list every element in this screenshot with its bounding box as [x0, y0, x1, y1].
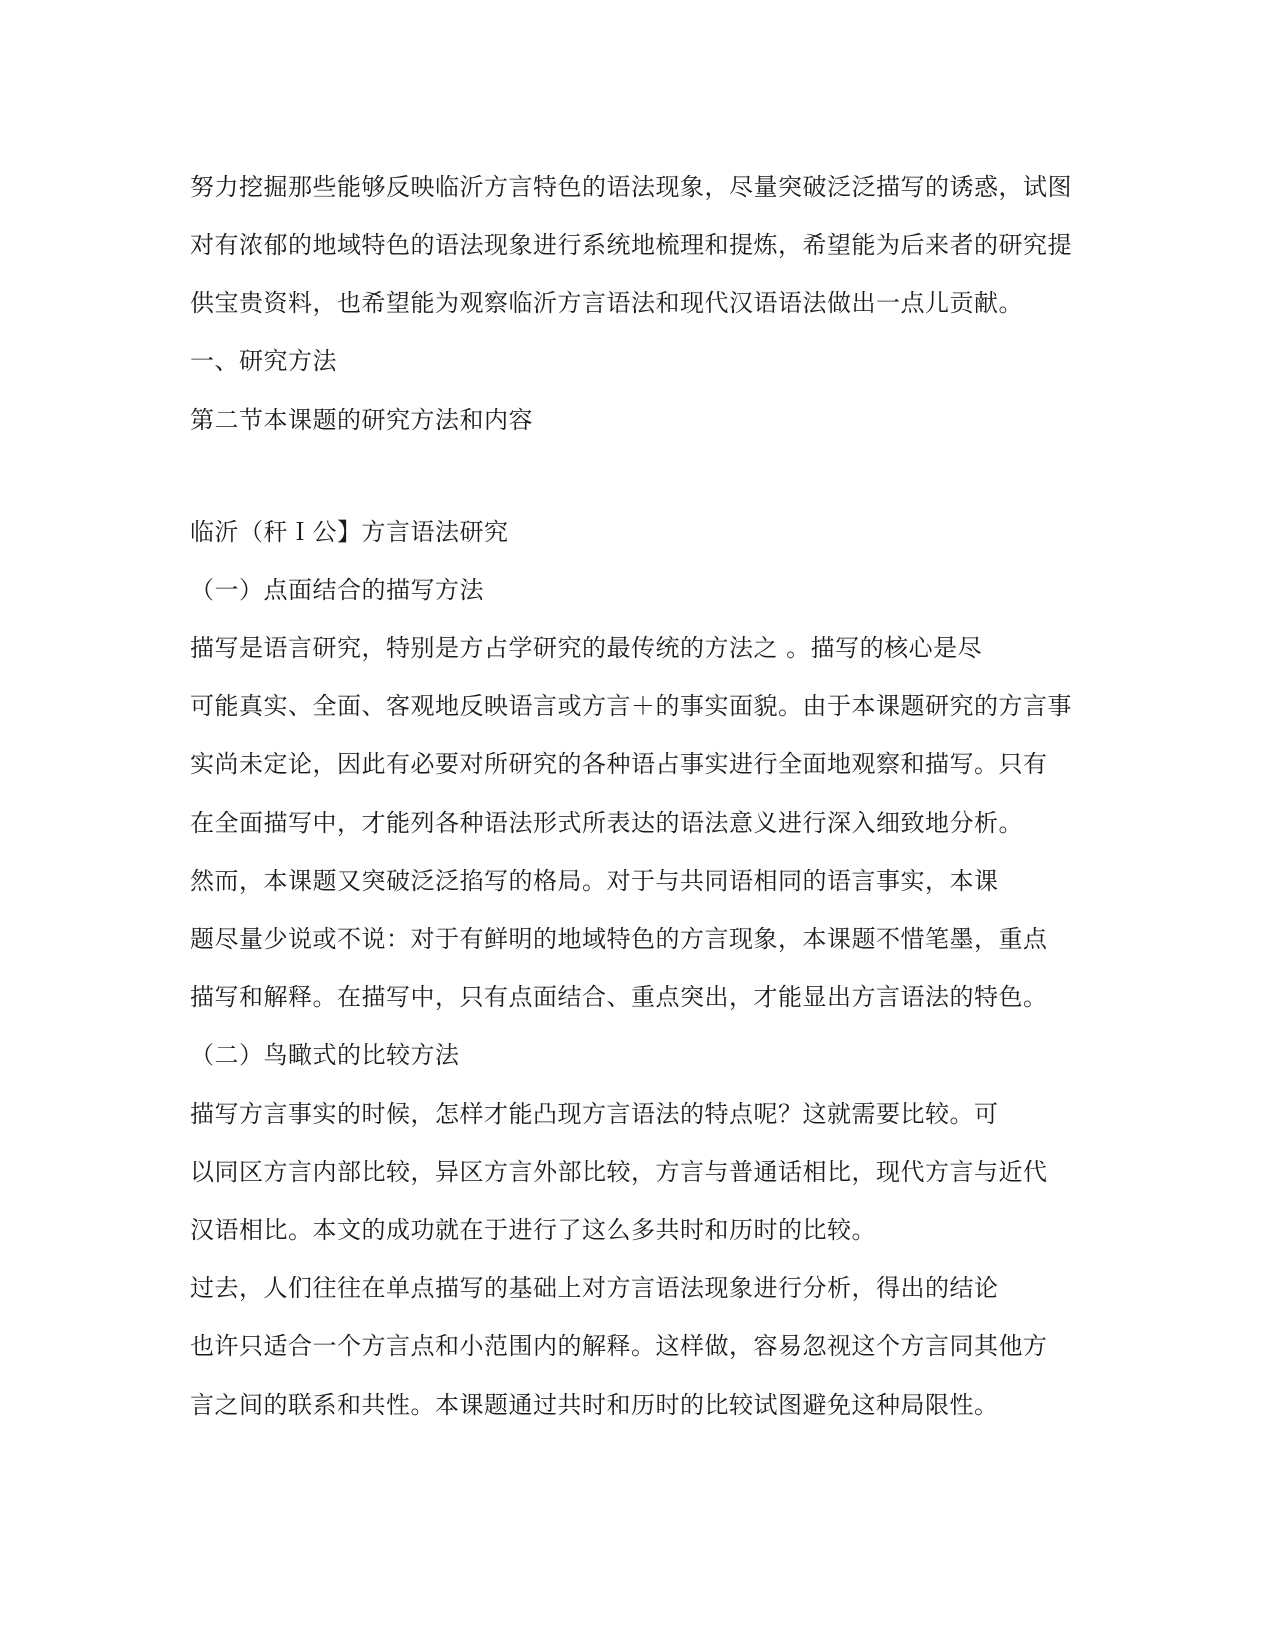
subsection-heading: （二）鸟瞰式的比较方法 [190, 1041, 460, 1069]
text-line: 描写和解释。在描写中，只有点面结合、重点突出，才能显出方言语法的特色。 [190, 983, 1048, 1011]
document-title: 临沂（秆Ｉ公】方言语法研究 [190, 518, 509, 546]
text-line: 描写是语言研究，特别是方占学研究的最传统的方法之 。描写的核心是尽 [190, 634, 983, 662]
text-line: 题尽量少说或不说：对于有鲜明的地域特色的方言现象，本课题不惜笔墨，重点 [190, 925, 1048, 953]
text-line: 对有浓郁的地域特色的语法现象进行系统地梳理和提炼，希望能为后来者的研究提 [190, 231, 1072, 259]
text-line: 努力挖掘那些能够反映临沂方言特色的语法现象，尽量突破泛泛描写的诱惑，试图 [190, 173, 1072, 201]
text-line: 描写方言事实的时候，怎样才能凸现方言语法的特点呢？这就需要比较。可 [190, 1100, 999, 1128]
text-line: 言之间的联系和共性。本课题通过共时和历时的比较试图避免这种局限性。 [190, 1391, 999, 1419]
text-line: 也许只适合一个方言点和小范围内的解释。这样做，容易忽视这个方言同其他方 [190, 1332, 1048, 1360]
text-line: 以同区方言内部比较，异区方言外部比较，方言与普通话相比，现代方言与近代 [190, 1158, 1048, 1186]
text-line: 汉语相比。本文的成功就在于进行了这么多共时和历时的比较。 [190, 1216, 876, 1244]
text-line: 可能真实、全面、客观地反映语言或方言＋的事实面貌。由于本课题研究的方言事 [190, 692, 1072, 720]
text-line: 在全面描写中，才能列各种语法形式所表达的语法意义进行深入细致地分析。 [190, 809, 1023, 837]
subsection-heading: （一）点面结合的描写方法 [190, 576, 484, 604]
text-line: 过去，人们往往在单点描写的基础上对方言语法现象进行分析，得出的结论 [190, 1274, 999, 1302]
section-heading: 一、研究方法 [190, 347, 337, 375]
text-line: 然而，本课题又突破泛泛掐写的格局。对于与共同语相同的语言事实，本课 [190, 867, 999, 895]
section-heading: 第二节本课题的研究方法和内容 [190, 406, 533, 434]
text-line: 实尚未定论，因此有必要对所研究的各种语占事实进行全面地观察和描写。只有 [190, 750, 1048, 778]
text-line: 供宝贵资料，也希望能为观察临沂方言语法和现代汉语语法做出一点儿贡献。 [190, 289, 1023, 317]
